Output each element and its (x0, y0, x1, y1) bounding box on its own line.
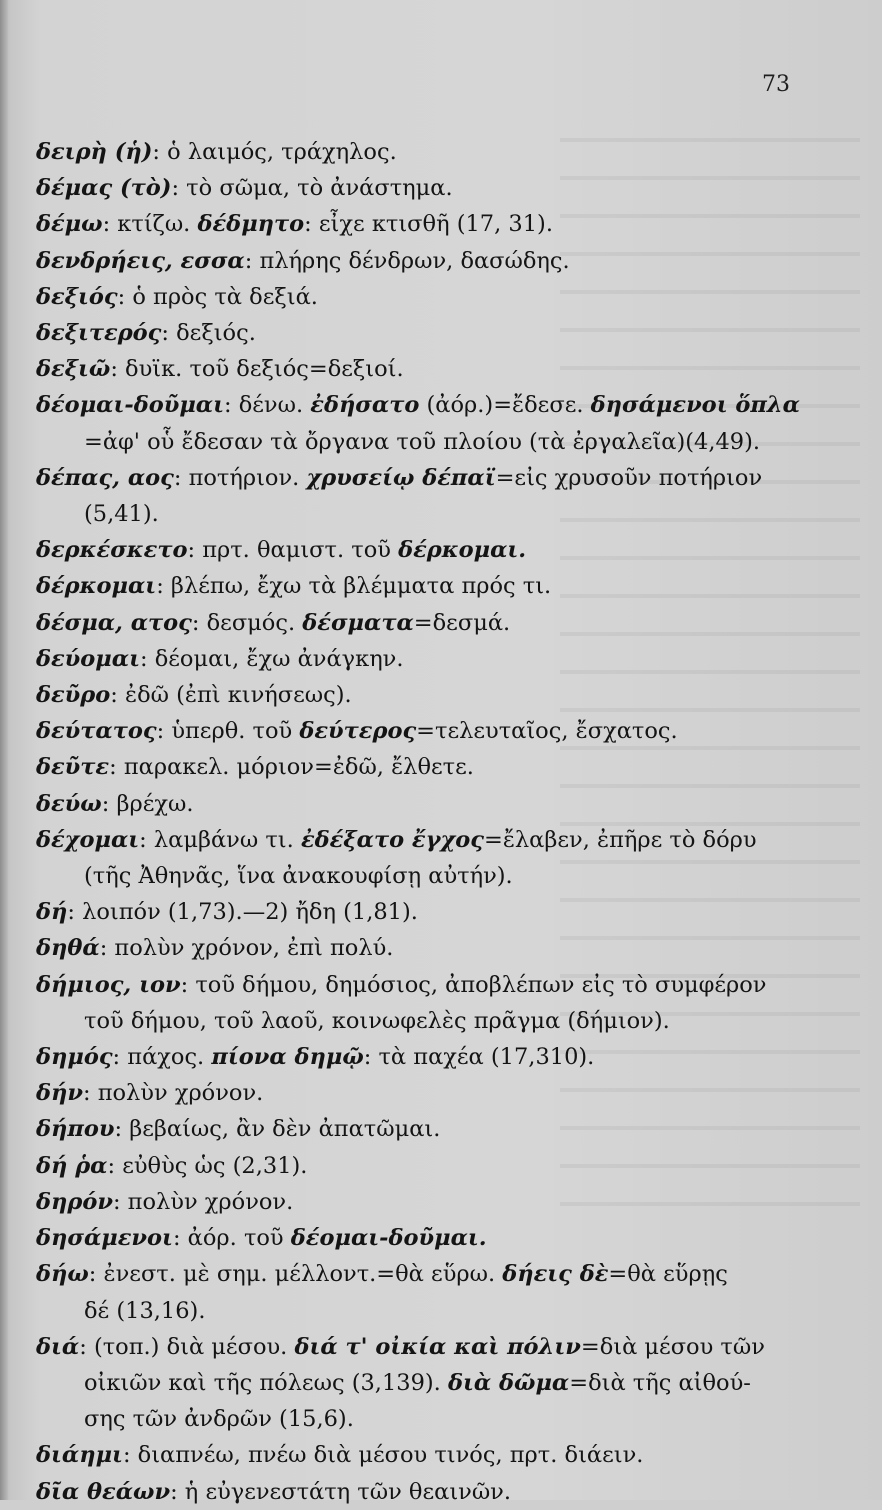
definition: =ἀφ' οὗ ἔδεσαν τὰ ὄργανα τοῦ πλοίου (τὰ ἐργαλεῖα)(4,49). (84, 428, 761, 455)
definition: : πολὺν χρόνον. (82, 1080, 264, 1107)
headword: δήεις δὲ (502, 1261, 609, 1288)
headword: δήν (36, 1080, 83, 1107)
glossary-entry (36, 243, 826, 279)
definition: τοῦ δήμου, τοῦ λαοῦ, κοινωφελὲς πρᾶγμα (δήμιον). (84, 1007, 670, 1034)
definition: : ἐνεστ. μὲ σημ. μέλλοντ.=θὰ εὕρω. (88, 1261, 503, 1288)
definition: : βρέχω. (101, 790, 194, 817)
definition: : λαμβάνω τι. (139, 826, 301, 853)
definition: : ποτήριον. (173, 464, 307, 491)
headword: δήπου (36, 1116, 115, 1143)
glossary-entry (36, 1039, 826, 1075)
definition: : παρακελ. μόριον=ἐδῶ, ἔλθετε. (109, 754, 474, 781)
definition: : ὑπερθ. τοῦ (156, 718, 300, 745)
glossary-entry (36, 1256, 826, 1292)
entry-continuation (36, 858, 826, 894)
headword: δεύομαι (36, 645, 140, 672)
glossary-entry (36, 786, 826, 822)
headword: δενδρήεις, εσσα (36, 247, 245, 274)
headword: δέρκομαι. (398, 537, 527, 564)
definition: : τὸ σῶμα, τὸ ἀνάστημα. (171, 175, 453, 202)
glossary-entry (36, 677, 826, 713)
headword: χρυσείῳ δέπαϊ (306, 464, 496, 491)
headword: δήμιος, ιον (36, 971, 181, 998)
definition: : ὁ λαιμός, τράχηλος. (152, 139, 397, 165)
definition: =ἔλαβεν, ἐπῆρε τὸ δόρυ (483, 826, 757, 853)
definition: : ἡ εὐγενεστάτη τῶν θεαινῶν. (170, 1478, 511, 1505)
definition: : δυϊκ. τοῦ δεξιός=δεξιοί. (110, 356, 404, 383)
glossary-entry (36, 930, 826, 966)
headword: δεύτερος (299, 718, 417, 745)
glossary-entry (36, 1111, 826, 1147)
headword: δέδμητο (197, 211, 305, 238)
definition: : λοιπόν (1,73).—2) ἤδη (1,81). (67, 899, 418, 926)
definition: (τῆς Ἀθηνᾶς, ἵνα ἀνακουφίσῃ αὐτήν). (84, 863, 513, 890)
glossary-entry (36, 1075, 826, 1111)
glossary-entry (36, 894, 826, 930)
glossary-entry (36, 134, 826, 170)
headword: δέρκομαι (36, 573, 157, 600)
entry-continuation (36, 1003, 826, 1039)
glossary-entry (36, 387, 826, 423)
definition: : δέομαι, ἔχω ἀνάγκην. (139, 645, 404, 672)
headword: δή ῥα (36, 1152, 108, 1179)
definition: : δεξιός. (161, 320, 256, 347)
glossary-entry (36, 1148, 826, 1184)
glossary-entry (36, 749, 826, 785)
entry-continuation (36, 1401, 826, 1437)
definition: : εὐθὺς ὡς (2,31). (107, 1152, 308, 1179)
entry-continuation (36, 496, 826, 532)
definition: δέ (13,16). (84, 1297, 206, 1324)
headword: δέομαι-δοῦμαι (36, 392, 224, 419)
headword: δήω (36, 1261, 89, 1288)
definition: : πολὺν χρόνον. (112, 1188, 294, 1215)
definition: (5,41). (84, 501, 159, 528)
headword: δησάμενοι ὅπλα (590, 392, 800, 419)
headword: δῖα θεάων (36, 1478, 171, 1505)
headword: δερκέσκετο (36, 537, 188, 564)
headword: διὰ δῶμα (447, 1369, 570, 1396)
glossary-entry (36, 568, 826, 604)
definition: : ἀόρ. τοῦ (172, 1225, 291, 1252)
glossary-entry (36, 713, 826, 749)
headword: δεξιός (36, 283, 118, 310)
glossary-entry (36, 351, 826, 387)
headword: δησάμενοι (36, 1225, 173, 1252)
headword: δειρὴ (ἡ) (36, 139, 153, 165)
definition: : τὰ παχέα (17,310). (363, 1044, 595, 1071)
headword: δέχομαι (36, 826, 140, 853)
headword: δέμω (36, 211, 103, 238)
definition: : βλέπω, ἔχω τὰ βλέμματα πρός τι. (156, 573, 552, 600)
definition: =τελευταῖος, ἔσχατος. (416, 718, 678, 745)
glossary-entry (36, 605, 826, 641)
glossary-entry (36, 460, 826, 496)
glossary-entry (36, 1437, 826, 1473)
definition: : πολὺν χρόνον, ἐπὶ πολύ. (99, 935, 394, 962)
glossary-entry (36, 1329, 826, 1365)
definition: =δεσμά. (413, 609, 511, 636)
headword: πίονα δημῷ (211, 1044, 364, 1071)
headword: δεῦρο (36, 682, 111, 709)
definition: : εἶχε κτισθῆ (17, 31). (304, 211, 553, 238)
headword: δεξιῶ (36, 356, 111, 383)
glossary-entry (36, 822, 826, 858)
definition: : (τοπ.) διὰ μέσου. (79, 1333, 295, 1360)
definition: =διὰ μέσου τῶν (580, 1333, 765, 1360)
headword: διά τ' οἰκία καὶ πόλιν (294, 1333, 581, 1360)
headword: δέπας, αος (36, 464, 174, 491)
definition: : πλήρης δένδρων, δασώδης. (244, 247, 570, 274)
headword: δεῦτε (36, 754, 110, 781)
definition: =διὰ τῆς αἰθού- (569, 1369, 751, 1396)
glossary-entry (36, 1474, 826, 1510)
glossary-entry (36, 532, 826, 568)
headword: δεξιτερός (36, 320, 162, 347)
headword: δημός (36, 1044, 113, 1071)
headword: ἐδήσατο (310, 392, 420, 419)
definition: : ἐδῶ (ἐπὶ κινήσεως). (110, 682, 352, 709)
glossary-entry (36, 315, 826, 351)
headword: δέομαι-δοῦμαι. (290, 1225, 487, 1252)
entry-continuation (36, 1365, 826, 1401)
glossary-entry (36, 967, 826, 1003)
glossary-entry (36, 641, 826, 677)
definition: =θὰ εὕρῃς (608, 1261, 728, 1288)
definition: : πρτ. θαμιστ. τοῦ (187, 537, 399, 564)
entry-continuation (36, 1293, 826, 1329)
definition: οἰκιῶν καὶ τῆς πόλεως (3,139). (84, 1369, 448, 1396)
definition: : πάχος. (112, 1044, 212, 1071)
headword: διά (36, 1333, 80, 1360)
glossary-entries (36, 134, 826, 1510)
glossary-entry (36, 170, 826, 206)
definition: : βεβαίως, ἂν δὲν ἀπατῶμαι. (114, 1116, 441, 1143)
headword: ἐδέξατο ἔγχος (300, 826, 484, 853)
page-number: 73 (762, 72, 790, 97)
glossary-entry (36, 1220, 826, 1256)
definition: : τοῦ δήμου, δημόσιος, ἀποβλέπων εἰς τὸ συμφέρον (180, 971, 767, 998)
headword: δέσματα (302, 609, 414, 636)
definition: =εἰς χρυσοῦν ποτήριον (495, 464, 763, 491)
headword: δέσμα, ατος (36, 609, 192, 636)
headword: δεύω (36, 790, 102, 817)
headword: δέμας (τὸ) (36, 175, 172, 202)
definition: : ὁ πρὸς τὰ δεξιά. (117, 283, 318, 310)
glossary-entry (36, 279, 826, 315)
glossary-entry (36, 206, 826, 242)
headword: δηρόν (36, 1188, 113, 1215)
page-fold-shadow (0, 0, 8, 1500)
headword: δή (36, 899, 68, 926)
headword: δεύτατος (36, 718, 157, 745)
definition: : διαπνέω, πνέω διὰ μέσου τινός, πρτ. διάειν. (122, 1442, 644, 1469)
definition: σης τῶν ἀνδρῶν (15,6). (84, 1406, 354, 1433)
headword: διάημι (36, 1442, 123, 1469)
glossary-entry (36, 1184, 826, 1220)
definition: (ἀόρ.)=ἔδεσε. (419, 392, 591, 419)
entry-continuation (36, 424, 826, 460)
headword: δηθά (36, 935, 100, 962)
definition: : δεσμός. (191, 609, 303, 636)
definition: : κτίζω. (102, 211, 198, 238)
definition: : δένω. (224, 392, 311, 419)
